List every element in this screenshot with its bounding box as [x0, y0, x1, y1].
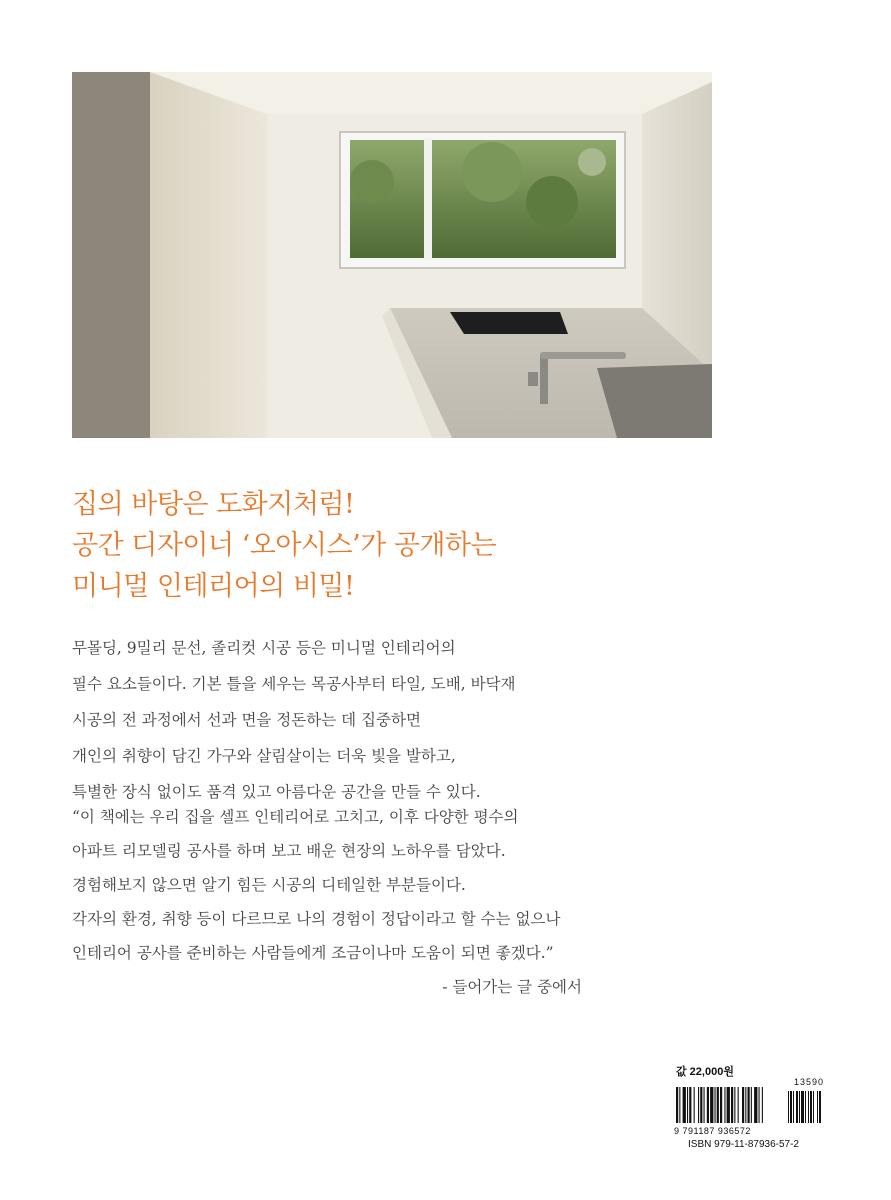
headline-line: 공간 디자이너 ‘오아시스’가 공개하는: [72, 530, 497, 561]
barcode-bar: [717, 1087, 719, 1123]
quote-block: [72, 800, 832, 1004]
barcode-bar: [788, 1091, 789, 1123]
body-line: 개인의 취향이 담긴 가구와 살림살이는 더욱 빛을 발하고,: [72, 747, 456, 765]
barcode-bar: [694, 1087, 695, 1123]
headline: [72, 484, 792, 607]
barcode-bar: [707, 1087, 709, 1123]
quote-line: “이 책에는 우리 집을 셀프 인테리어로 고치고, 이후 다양한 평수의: [72, 808, 519, 826]
barcode-addon-digits: 13590: [793, 1077, 824, 1087]
barcode-bar: [762, 1087, 763, 1123]
barcode-bar: [710, 1087, 713, 1123]
quote-line: 경험해보지 않으면 알기 힘든 시공의 디테일한 부분들이다.: [72, 876, 466, 894]
barcode-bar: [754, 1087, 757, 1123]
barcode-digits: 9 791187 936572: [674, 1126, 751, 1136]
barcode-bar: [817, 1091, 818, 1123]
barcode-bar: [742, 1087, 744, 1123]
quote-line: 각자의 환경, 취향 등이 다르므로 나의 경험이 정답이라고 할 수는 없으나: [72, 910, 561, 928]
barcode-bar: [704, 1087, 705, 1123]
barcode-bar: [799, 1091, 800, 1123]
barcode-bar: [698, 1087, 699, 1123]
barcode-bar: [745, 1087, 746, 1123]
headline-line: 집의 바탕은 도화지처럼!: [72, 489, 355, 520]
barcode-bar: [793, 1091, 794, 1123]
barcode-bar: [676, 1087, 678, 1123]
barcode-bar: [808, 1091, 809, 1123]
headline-line: 미니멀 인테리어의 비밀!: [72, 571, 355, 602]
price-label: 값 22,000원: [676, 1066, 734, 1078]
barcode-bar: [759, 1087, 760, 1123]
body-paragraph: [72, 630, 832, 810]
barcode-bar: [689, 1087, 691, 1123]
barcode-bar: [790, 1091, 792, 1123]
barcode-bars: [674, 1087, 824, 1125]
barcode-bar: [748, 1087, 750, 1123]
barcode-bar: [687, 1087, 688, 1123]
body-line: 특별한 장식 없이도 품격 있고 아름다운 공간을 만들 수 있다.: [72, 783, 481, 801]
isbn-number: ISBN 979-11-87936-57-2: [688, 1139, 799, 1150]
barcode-bar: [724, 1087, 725, 1123]
barcode-bar: [796, 1091, 798, 1123]
barcode-bar: [731, 1087, 733, 1123]
quote-line: 인테리어 공사를 준비하는 사람들에게 조금이나마 도움이 되면 좋겠다.”: [72, 944, 554, 962]
barcode-bar: [801, 1091, 804, 1123]
barcode-bar: [810, 1091, 812, 1123]
quote-line: 아파트 리모델링 공사를 하며 보고 배운 현장의 노하우를 담았다.: [72, 842, 506, 860]
cover-photo-kitchen: [72, 72, 712, 438]
barcode-bar: [738, 1087, 739, 1123]
barcode-bar: [720, 1087, 722, 1123]
barcode-bar: [734, 1087, 735, 1123]
body-line: 필수 요소들이다. 기본 틀을 세우는 목공사부터 타일, 도배, 바닥재: [72, 675, 516, 693]
barcode-bar: [727, 1087, 730, 1123]
body-line: 시공의 전 과정에서 선과 면을 정돈하는 데 집중하면: [72, 711, 421, 729]
barcode-bar: [813, 1091, 814, 1123]
barcode-bar: [679, 1087, 680, 1123]
barcode-bar: [819, 1091, 821, 1123]
barcode-bar: [683, 1087, 686, 1123]
barcode-bar: [805, 1091, 806, 1123]
barcode-block: [674, 1063, 824, 1153]
barcode-bar: [700, 1087, 702, 1123]
body-line: 무몰딩, 9밀리 문선, 졸리컷 시공 등은 미니멀 인테리어의: [72, 639, 456, 657]
barcode-bar: [751, 1087, 752, 1123]
barcode-bar: [715, 1087, 716, 1123]
quote-source: - 들어가는 글 중에서: [442, 978, 582, 996]
